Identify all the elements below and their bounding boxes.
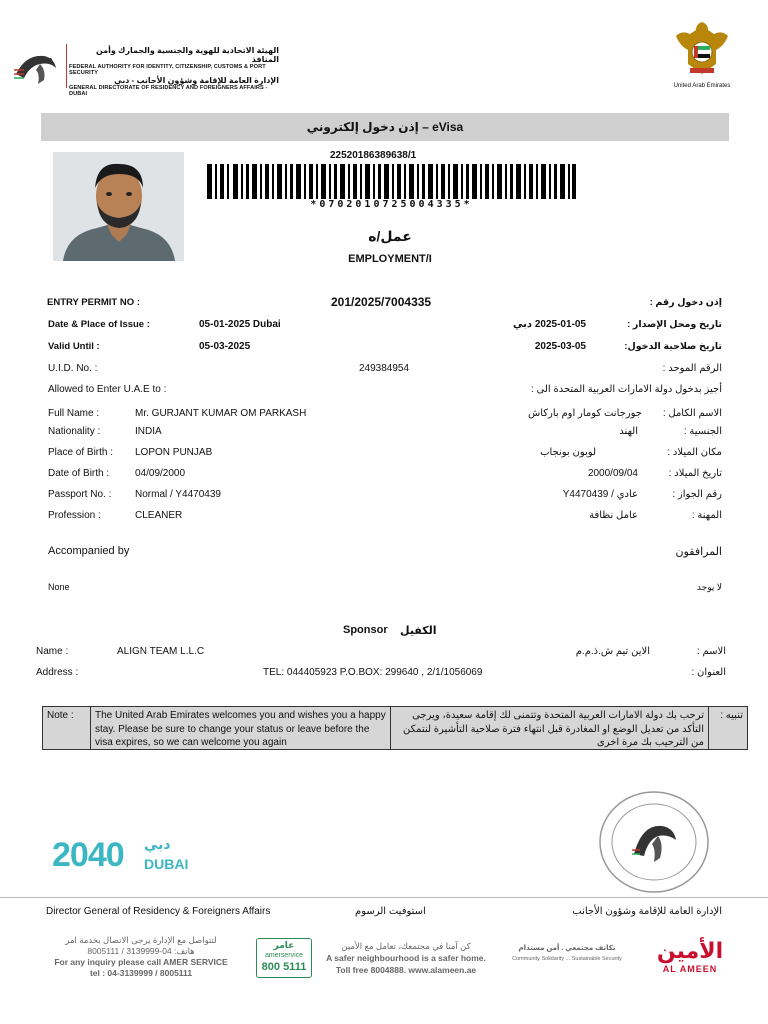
footer-divider <box>0 897 768 898</box>
amer-logo <box>256 938 312 978</box>
alameen-en: AL AMEEN <box>662 964 718 974</box>
issue-label: Date & Place of Issue : <box>48 319 150 330</box>
sponsor-address: TEL: 044405923 P.O.BOX: 299640 , 2/1/1056069 <box>263 667 483 678</box>
valid-label: Valid Until : <box>48 341 100 352</box>
pob-label-ar: مكان الميلاد : <box>667 447 722 458</box>
uid-label-ar: الرقم الموحد : <box>662 363 722 374</box>
nationality-value-ar: الهند <box>619 426 638 437</box>
sponsor-title-ar: الكفيل <box>400 625 437 637</box>
authority-logo <box>10 44 62 88</box>
header-divider <box>66 44 67 88</box>
dubai-ar: دبي <box>144 836 171 852</box>
safer-ar1: كن آمنا في مجتمعك، تعامل مع الأمين <box>341 941 471 951</box>
authority-en: FEDERAL AUTHORITY FOR IDENTITY, CITIZENSHIP, CUSTOMS & PORT SECURITY <box>69 64 266 76</box>
passport-label: Passport No. : <box>48 489 112 500</box>
dubai-en: DUBAI <box>144 856 189 872</box>
profession-value-ar: عامل نظافة <box>589 510 638 521</box>
entry-no-label-ar: إذن دخول رقم : <box>649 297 722 308</box>
accompanied-value-ar: لا يوجد <box>696 582 722 592</box>
entry-no-value: 201/2025/7004335 <box>331 295 432 309</box>
uae-emblem <box>672 18 732 80</box>
visa-type-en: EMPLOYMENT/I <box>348 253 432 265</box>
barcode-top-number: 22520186389638/1 <box>330 150 417 161</box>
profession-label: Profession : <box>48 510 101 521</box>
sponsor-title: Sponsor <box>343 624 388 636</box>
amer-contact <box>46 935 236 979</box>
uid-label: U.I.D. No. : <box>48 363 98 374</box>
issue-value-ar: 2025-01-05 دبي <box>513 319 586 330</box>
sponsor-name-label-ar: الاسم : <box>696 646 726 657</box>
amer-logo-num: 800 5111 <box>261 961 307 973</box>
amer-ar2: هاتف: 04-3139999 / 8005111 <box>87 946 195 956</box>
dubai-2040-logo <box>52 836 192 876</box>
amer-logo-en: amerservice <box>264 952 304 959</box>
amer-ar1: لتتواصل مع الإدارة يرجى الاتصال بخدمة امر <box>65 935 217 945</box>
profession-value: CLEANER <box>135 510 183 521</box>
valid-value-ar: 2025-03-05 <box>534 341 586 352</box>
entry-no-label: ENTRY PERMIT NO : <box>47 297 140 308</box>
sponsor-name-label: Name : <box>36 646 69 657</box>
safer-en1: A safer neighbourhood is a safer home. <box>326 953 486 963</box>
directorate-ar: الإدارة العامة للإقامة وشؤون الأجانب - دبي <box>114 76 279 85</box>
alameen-tagline <box>502 944 632 964</box>
sponsor-name: ALIGN TEAM L.L.C <box>117 646 205 657</box>
uid-value: 249384954 <box>359 363 410 374</box>
barcode-code-text: *0702010725004335* <box>310 199 473 210</box>
directorate-en: GENERAL DIRECTORATE OF RESIDENCY AND FOREIGNERS AFFAIRS - DUBAI <box>69 85 268 97</box>
uae-label: United Arab Emirates <box>673 83 731 89</box>
alameen-ar: الأمين <box>656 938 724 963</box>
barcode <box>207 164 576 199</box>
valid-label-ar: تاريخ صلاحية الدخول: <box>624 341 722 352</box>
alameen-small-en: Community Solidarity ... Sustainable Security <box>512 956 622 962</box>
sponsor-address-label-ar: العنوان : <box>691 667 726 678</box>
dob-label-ar: تاريخ الميلاد : <box>668 468 722 479</box>
nationality-value: INDIA <box>135 426 162 437</box>
allowed-label: Allowed to Enter U.A.E to : <box>48 384 167 395</box>
note-label: Note : <box>43 707 91 749</box>
director-sign: استوفيت الرسوم <box>355 906 426 917</box>
evisa-title: إذن دخول إلكتروني – eVisa <box>306 120 464 134</box>
dob-label: Date of Birth : <box>48 468 110 479</box>
nationality-label-ar: الجنسية : <box>683 426 722 437</box>
dob-value: 04/09/2000 <box>135 468 186 479</box>
alameen-logo <box>640 938 740 982</box>
director-ar: الإدارة العامة للإقامة وشؤون الأجانب <box>572 906 722 917</box>
accompanied-value: None <box>48 582 70 592</box>
passport-label-ar: رقم الجواز : <box>672 489 722 500</box>
director-en: Director General of Residency & Foreigners Affairs <box>46 906 271 917</box>
pob-value: LOPON PUNJAB <box>135 447 213 458</box>
valid-value: 05-03-2025 <box>199 341 251 352</box>
pob-value-ar: لوبون بونجاب <box>540 447 596 458</box>
dob-value-ar: 2000/09/04 <box>587 468 638 479</box>
allowed-label-ar: أجيز بدخول دولة الامارات العربية المتحدة الى : <box>530 384 722 395</box>
official-seal-icon <box>598 790 710 894</box>
sponsor-address-label: Address : <box>36 667 79 678</box>
accompanied-label-ar: المرافقون <box>675 546 722 558</box>
fullname-label: Full Name : <box>48 408 100 419</box>
dubai-2040-number: 2040 <box>52 836 124 874</box>
passport-value: Normal / Y4470439 <box>135 489 221 500</box>
profession-label-ar: المهنة : <box>691 510 722 521</box>
authority-ar: الهيئة الاتحادية للهوية والجنسية والجمارك وأمن المنافذ <box>95 46 279 64</box>
note-box <box>42 706 748 750</box>
accompanied-label: Accompanied by <box>48 545 130 557</box>
nationality-label: Nationality : <box>48 426 101 437</box>
authority-text <box>69 46 279 97</box>
sponsor-name-ar: الاين تيم ش.ذ.م.م <box>575 646 650 657</box>
fullname-value: Mr. GURJANT KUMAR OM PARKASH <box>135 408 307 419</box>
amer-en2: tel : 04-3139999 / 8005111 <box>89 968 193 978</box>
fullname-value-ar: جورجانت كومار اوم باركاش <box>528 408 642 419</box>
visa-type-ar: عمل/ه <box>368 228 412 244</box>
issue-label-ar: تاريخ ومحل الإصدار : <box>627 319 722 330</box>
pob-label: Place of Birth : <box>48 447 114 458</box>
issue-value: 05-01-2025 Dubai <box>199 319 281 330</box>
safer-contact <box>322 940 490 976</box>
applicant-photo <box>53 152 184 261</box>
amer-logo-ar: عامر <box>273 940 295 950</box>
passport-value-ar: عادي / Y4470439 <box>562 489 638 500</box>
alameen-small-ar: تكاتف مجتمعي . أمن مستدام <box>518 945 616 952</box>
evisa-title-band <box>41 113 729 141</box>
safer-en2: Toll free 8004888. www.alameen.ae <box>335 965 477 975</box>
note-text-en: The United Arab Emirates welcomes you and wishes you a happy stay. Please be sure to change your status or leave before the visa expires, so we can welcome you again <box>91 707 391 749</box>
fullname-label-ar: الاسم الكامل : <box>662 408 722 419</box>
note-text-ar: ترحب بك دولة الامارات العربية المتحدة وتتمنى لك إقامة سعيدة، ويرجى التأكد من تعديل الوضع او المغادرة قبل انتهاء فترة صلاحية التأشيرة لنتمكن من الترحيب بك مرة اخرى <box>391 707 709 749</box>
note-label-ar: تنبيه : <box>720 710 743 721</box>
amer-en1: For any inquiry please call AMER SERVICE <box>54 957 228 967</box>
